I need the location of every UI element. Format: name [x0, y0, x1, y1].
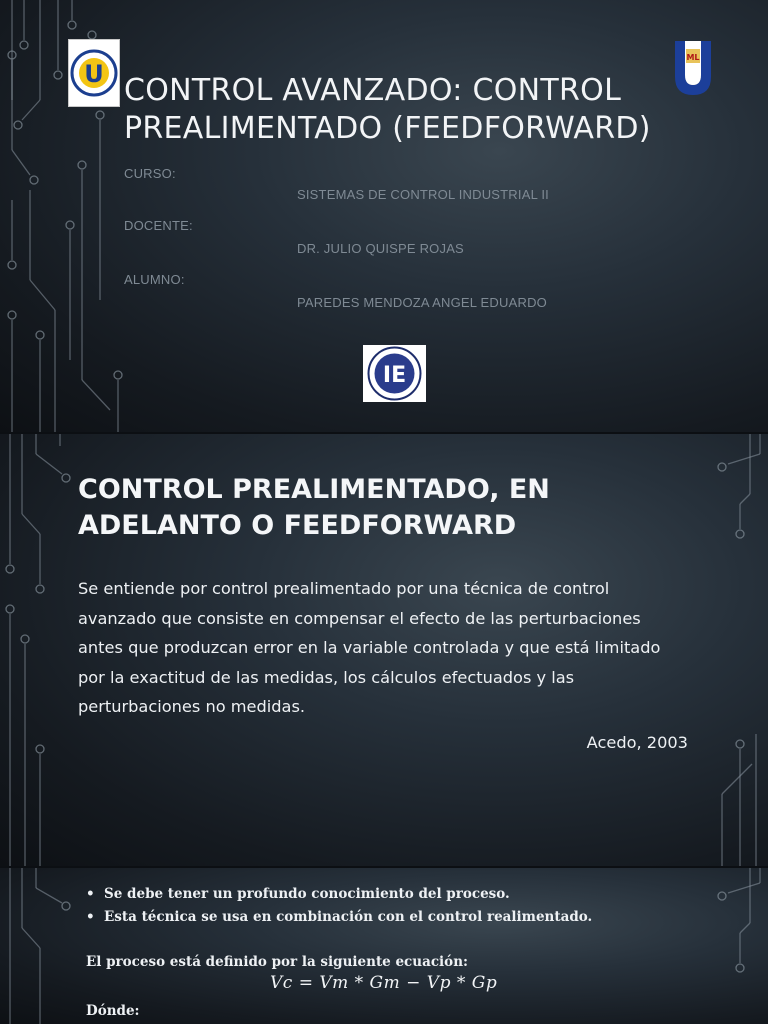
- equation: Vc = Vm * Gm − Vp * Gp: [270, 973, 498, 993]
- slide-title: [0, 0, 768, 432]
- docente-value: DR. JULIO QUISPE ROJAS: [297, 241, 464, 256]
- university-logo-left: [68, 39, 120, 107]
- bullet-item: • Esta técnica se usa en combinación con el control realimentado.: [86, 909, 593, 925]
- donde-label: Dónde:: [86, 1003, 140, 1019]
- alumno-label: ALUMNO:: [124, 272, 185, 287]
- department-logo: [363, 345, 426, 402]
- citation: Acedo, 2003: [586, 733, 688, 752]
- logo-right-inner: ML: [686, 53, 700, 62]
- alumno-value: PAREDES MENDOZA ANGEL EDUARDO: [297, 295, 547, 310]
- slide-definition: [0, 434, 768, 866]
- equation-label: El proceso está definido por la siguiente ecuación:: [86, 954, 468, 970]
- slide-heading: CONTROL PREALIMENTADO, EN ADELANTO O FEEDFORWARD: [78, 474, 550, 541]
- curso-label: CURSO:: [124, 166, 176, 181]
- curso-value: SISTEMAS DE CONTROL INDUSTRIAL II: [297, 187, 549, 202]
- logo-left-letter: U: [84, 60, 104, 88]
- bullet-item: • Se debe tener un profundo conocimiento del proceso.: [86, 886, 510, 902]
- docente-label: DOCENTE:: [124, 218, 193, 233]
- definition-paragraph: Se entiende por control prealimentado por una técnica de control avanzado que consiste en compensar el efecto de las perturbaciones antes que produzcan error en la variable controlada y que está limitado por la exactitud de las medidas, los cálculos efectuados y las perturbaciones no medidas.: [78, 579, 661, 716]
- logo-bottom-letters: IE: [382, 363, 407, 388]
- presentation-title: CONTROL AVANZADO: CONTROL PREALIMENTADO (FEEDFORWARD): [124, 73, 651, 146]
